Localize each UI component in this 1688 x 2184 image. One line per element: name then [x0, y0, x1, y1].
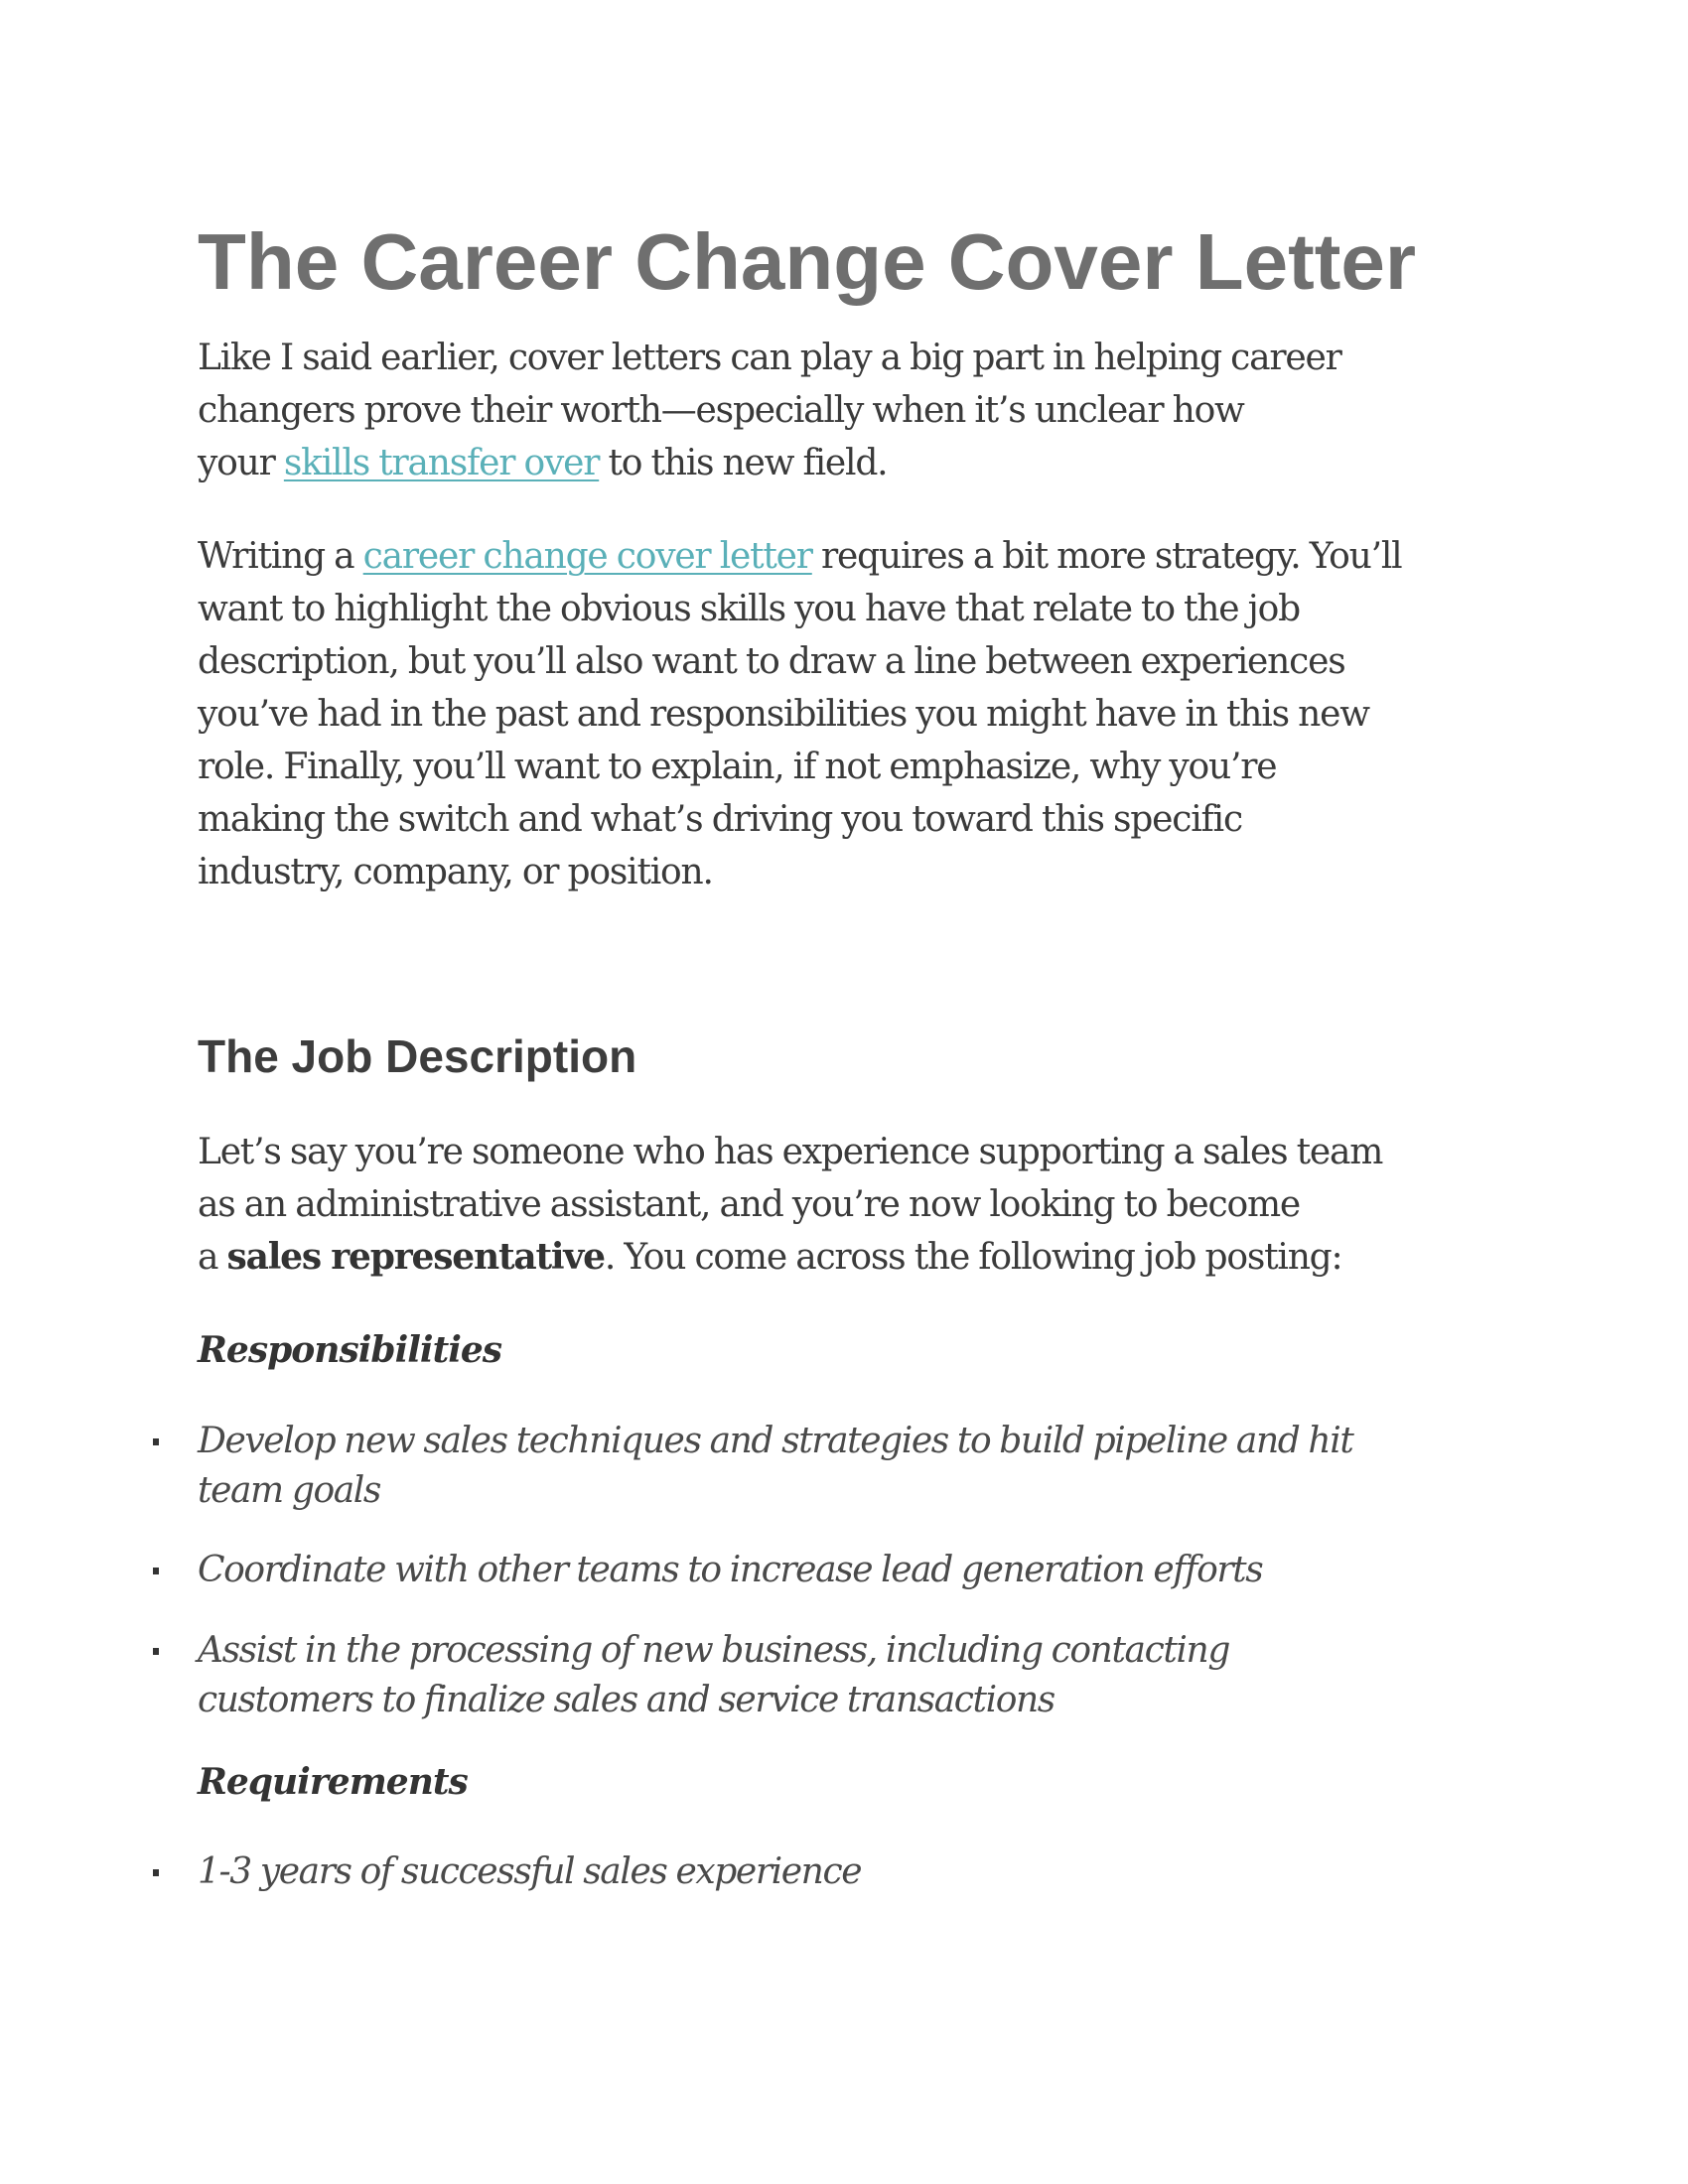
- strategy-line: you’ve had in the past and responsibilities you might have in this new: [198, 694, 1369, 735]
- intro-text: your: [198, 443, 284, 483]
- strategy-text: Writing a: [198, 536, 363, 577]
- strategy-line: making the switch and what’s driving you toward this specific: [198, 799, 1242, 840]
- career-change-cover-letter-link[interactable]: career change cover letter: [362, 536, 812, 577]
- intro-text: to this new field.: [599, 443, 888, 483]
- responsibility-item: [198, 1546, 1262, 1595]
- intro-line: [198, 437, 1508, 489]
- strategy-line: role. Finally, you’ll want to explain, if not emphasize, why you’re: [198, 747, 1277, 787]
- bullet-square-icon: [153, 1869, 159, 1876]
- responsibility-text: Assist in the processing of new business, including contacting: [198, 1630, 1229, 1671]
- intro-line: Like I said earlier, cover letters can play a big part in helping career: [198, 338, 1341, 378]
- job-description-line: [198, 1231, 1508, 1284]
- strategy-line: want to highlight the obvious skills you have that relate to the job: [198, 589, 1300, 629]
- requirement-text: 1-3 years of successful sales experience: [198, 1851, 862, 1892]
- bullet-square-icon: [153, 1648, 159, 1655]
- sales-representative-emphasis: sales representative: [226, 1236, 605, 1278]
- responsibility-text: Develop new sales techniques and strategies to build pipeline and hit: [198, 1421, 1353, 1461]
- intro-line: changers prove their worth—especially when it’s unclear how: [198, 390, 1244, 431]
- job-description-heading: The Job Description: [198, 1030, 637, 1082]
- bullet-square-icon: [153, 1568, 159, 1574]
- skills-transfer-link[interactable]: skills transfer over: [283, 443, 600, 483]
- job-description-line: Let’s say you’re someone who has experience supporting a sales team: [198, 1132, 1383, 1172]
- job-description-text: a: [198, 1237, 227, 1278]
- responsibility-text: Coordinate with other teams to increase lead generation efforts: [198, 1550, 1263, 1590]
- responsibility-text: customers to finalize sales and service transactions: [198, 1680, 1055, 1720]
- responsibility-item: [198, 1626, 1229, 1725]
- strategy-line: industry, company, or position.: [198, 852, 713, 892]
- job-description-text: . You come across the following job posting:: [604, 1237, 1342, 1278]
- strategy-line: description, but you’ll also want to draw a line between experiences: [198, 641, 1345, 682]
- responsibility-text: team goals: [198, 1470, 380, 1511]
- job-description-line: as an administrative assistant, and you’re now looking to become: [198, 1184, 1301, 1225]
- requirements-heading: Requirements: [198, 1761, 468, 1803]
- page-title: The Career Change Cover Letter: [198, 217, 1417, 306]
- job-description-paragraph: [198, 1126, 1508, 1284]
- bullet-square-icon: [153, 1438, 159, 1445]
- strategy-paragraph: [198, 530, 1508, 898]
- responsibility-item: [198, 1417, 1352, 1516]
- strategy-line: [198, 530, 1508, 583]
- responsibilities-heading: Responsibilities: [198, 1329, 502, 1371]
- intro-paragraph: [198, 332, 1508, 489]
- requirement-item: [198, 1847, 861, 1897]
- strategy-text: requires a bit more strategy. You’ll: [811, 536, 1402, 577]
